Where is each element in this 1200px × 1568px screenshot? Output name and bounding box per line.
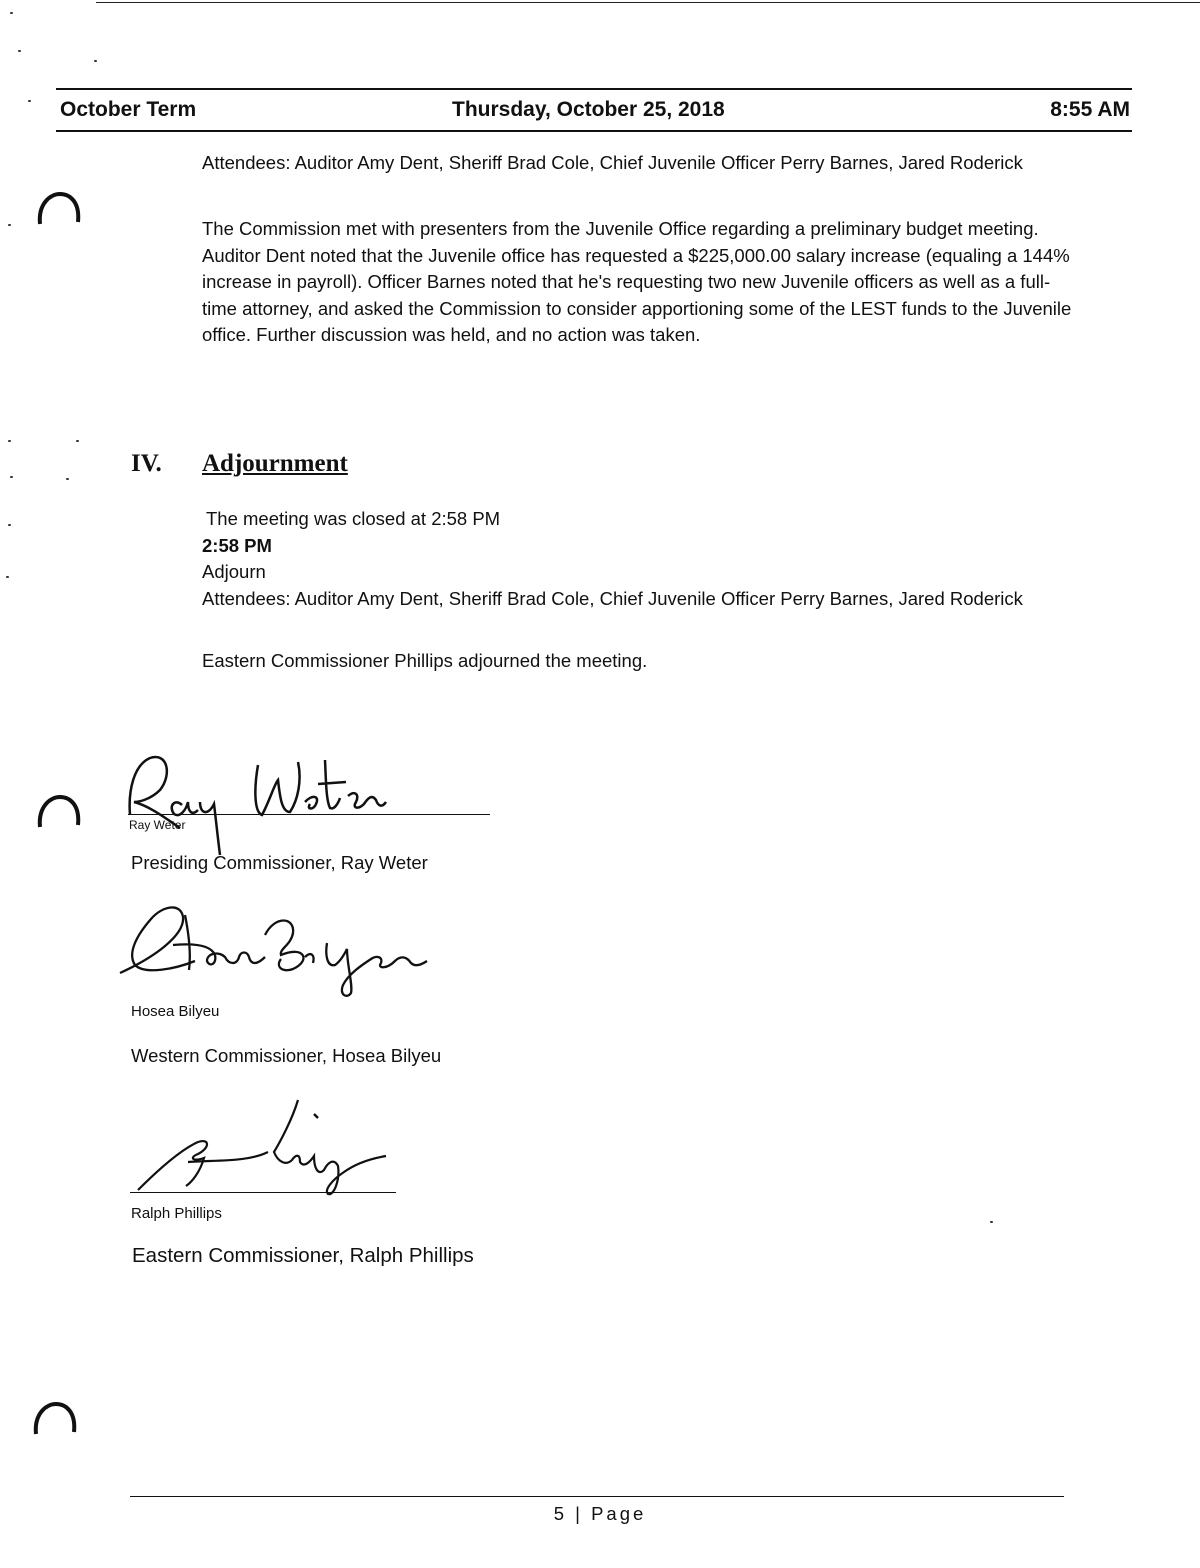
header-term: October Term: [60, 98, 197, 121]
signer-3-printed-name: Ralph Phillips: [131, 1205, 222, 1222]
juvenile-summary: The Commission met with presenters from the Juvenile Office regarding a preliminary budget meeting. Auditor Dent noted that the Juvenile office has requested a $225,000.00 salary increase (equaling a 144% increase in payroll). Officer Barnes noted that he's requesting two new Juvenile officers as well as a full-time attorney, and asked the Commission to consider apportioning some of the LEST funds to the Juvenile office. Further discussion was held, and no action was taken.: [202, 218, 1072, 345]
binder-hole-mark: [36, 793, 82, 833]
section-title: Adjournment: [202, 450, 348, 477]
section-number: IV.: [131, 450, 162, 477]
scan-speck: [8, 524, 11, 526]
signer-2-printed-name: Hosea Bilyeu: [131, 1003, 220, 1020]
scan-speck: [6, 576, 9, 578]
header-time: 8:55 AM: [1050, 98, 1130, 121]
signer-1-title: Presiding Commissioner, Ray Weter: [131, 852, 428, 873]
binder-hole-mark: [32, 1400, 78, 1440]
adjournment-attendees: Attendees: Auditor Amy Dent, Sheriff Brad Cole, Chief Juvenile Officer Perry Barnes, Jared Roderick: [202, 587, 1023, 609]
page-edge: [96, 2, 1200, 3]
meeting-closed-text: The meeting was closed at 2:58 PM: [206, 508, 501, 529]
scan-speck: [990, 1221, 993, 1223]
binder-hole-mark: [36, 190, 82, 230]
adjournment-time: 2:58 PM: [202, 534, 272, 556]
header-date: Thursday, October 25, 2018: [452, 98, 725, 121]
ralph-phillips-signature: [128, 1090, 398, 1205]
page-number: 5 | Page: [553, 1503, 647, 1524]
scan-speck: [10, 12, 13, 14]
signer-3-title: Eastern Commissioner, Ralph Phillips: [132, 1244, 474, 1267]
scan-speck: [66, 478, 69, 480]
scan-speck: [18, 50, 21, 52]
scan-speck: [94, 60, 97, 62]
signature-line-2: [128, 993, 428, 994]
scan-speck: [8, 224, 11, 226]
hosea-bilyeu-signature: [115, 895, 435, 1005]
juvenile-attendees: Attendees: Auditor Amy Dent, Sheriff Brad Cole, Chief Juvenile Officer Perry Barnes, Jared Roderick: [202, 152, 1023, 173]
scan-speck: [28, 100, 31, 102]
adjournment-details: [202, 506, 1072, 612]
scan-speck: [76, 440, 79, 442]
scan-speck: [8, 440, 11, 442]
adjournment-closing-note: Eastern Commissioner Phillips adjourned the meeting.: [202, 650, 648, 671]
scan-speck: [10, 476, 13, 478]
footer-rule: [130, 1496, 1064, 1497]
signer-2-title: Western Commissioner, Hosea Bilyeu: [131, 1045, 442, 1066]
signature-line-3: [130, 1192, 396, 1193]
signature-line-1: [128, 814, 490, 815]
header-rule-top: [56, 88, 1132, 90]
adjournment-action: Adjourn: [202, 561, 266, 582]
ray-weter-signature: [120, 740, 420, 860]
signer-1-printed-name: Ray Weter: [129, 818, 186, 832]
header-rule-bottom: [56, 130, 1132, 132]
